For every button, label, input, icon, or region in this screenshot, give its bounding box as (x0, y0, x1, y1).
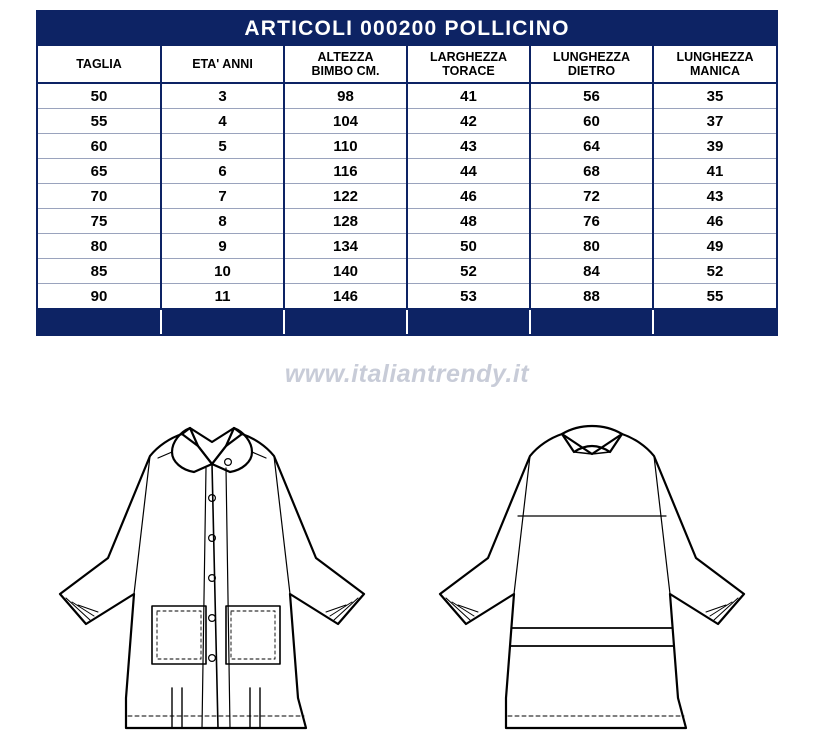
table-row (38, 109, 776, 134)
column-header-larghezza-torace-line2: TORACE (442, 64, 495, 78)
garment-front-svg (30, 398, 400, 744)
cell-lunghezza-dietro: 64 (530, 134, 653, 159)
cell-lunghezza-manica: 49 (653, 234, 776, 259)
cell-larghezza-torace: 44 (407, 159, 530, 184)
cell-altezza-bimbo: 146 (284, 284, 407, 310)
column-header-taglia-line1: TAGLIA (76, 56, 122, 71)
table-title-row (38, 12, 776, 46)
garment-back-illustration (410, 398, 780, 744)
cell-eta-anni: 9 (161, 234, 284, 259)
cell-taglia: 90 (38, 284, 161, 310)
cell-lunghezza-manica: 41 (653, 159, 776, 184)
cell-altezza-bimbo: 116 (284, 159, 407, 184)
column-header-lunghezza-dietro (530, 46, 653, 83)
garment-back-svg (410, 398, 780, 744)
cell-lunghezza-manica: 39 (653, 134, 776, 159)
cell-taglia: 70 (38, 184, 161, 209)
table-row (38, 259, 776, 284)
footer-cell (284, 309, 407, 334)
cell-lunghezza-manica: 37 (653, 109, 776, 134)
size-table (38, 12, 776, 334)
table-row (38, 284, 776, 310)
cell-lunghezza-dietro: 80 (530, 234, 653, 259)
cell-lunghezza-manica: 55 (653, 284, 776, 310)
cell-lunghezza-manica: 52 (653, 259, 776, 284)
column-header-lunghezza-manica-line1: LUNGHEZZA (676, 49, 754, 64)
cell-lunghezza-dietro: 88 (530, 284, 653, 310)
cell-lunghezza-manica: 46 (653, 209, 776, 234)
table-row (38, 209, 776, 234)
cell-larghezza-torace: 48 (407, 209, 530, 234)
cell-lunghezza-manica: 43 (653, 184, 776, 209)
cell-larghezza-torace: 43 (407, 134, 530, 159)
column-header-lunghezza-dietro-line1: LUNGHEZZA (552, 49, 631, 64)
garment-front-illustration (30, 398, 400, 744)
table-row (38, 83, 776, 109)
column-header-lunghezza-manica-line2: MANICA (690, 64, 740, 78)
column-header-larghezza-torace (407, 46, 530, 83)
table-row (38, 184, 776, 209)
footer-cell (653, 309, 776, 334)
cell-taglia: 50 (38, 83, 161, 109)
column-header-altezza-bimbo-line1: ALTEZZA (317, 49, 374, 64)
garment-illustrations (0, 398, 814, 744)
cell-lunghezza-dietro: 56 (530, 83, 653, 109)
cell-larghezza-torace: 53 (407, 284, 530, 310)
cell-lunghezza-manica: 35 (653, 83, 776, 109)
cell-eta-anni: 5 (161, 134, 284, 159)
table-row (38, 134, 776, 159)
cell-eta-anni: 10 (161, 259, 284, 284)
table-footer-row (38, 309, 776, 334)
cell-taglia: 65 (38, 159, 161, 184)
size-table-block (36, 10, 778, 336)
column-header-taglia (38, 46, 161, 83)
cell-larghezza-torace: 42 (407, 109, 530, 134)
cell-altezza-bimbo: 110 (284, 134, 407, 159)
cell-eta-anni: 8 (161, 209, 284, 234)
cell-taglia: 80 (38, 234, 161, 259)
cell-taglia: 55 (38, 109, 161, 134)
column-header-larghezza-torace-line1: LARGHEZZA (429, 49, 508, 64)
column-header-lunghezza-dietro-line2: DIETRO (567, 64, 616, 78)
cell-altezza-bimbo: 128 (284, 209, 407, 234)
footer-cell (407, 309, 530, 334)
column-header-eta-anni-line1: ETA' ANNI (192, 56, 253, 71)
cell-lunghezza-dietro: 84 (530, 259, 653, 284)
cell-eta-anni: 6 (161, 159, 284, 184)
cell-eta-anni: 3 (161, 83, 284, 109)
cell-lunghezza-dietro: 60 (530, 109, 653, 134)
cell-eta-anni: 4 (161, 109, 284, 134)
cell-larghezza-torace: 41 (407, 83, 530, 109)
cell-lunghezza-dietro: 68 (530, 159, 653, 184)
cell-altezza-bimbo: 134 (284, 234, 407, 259)
cell-lunghezza-dietro: 72 (530, 184, 653, 209)
cell-altezza-bimbo: 122 (284, 184, 407, 209)
cell-eta-anni: 7 (161, 184, 284, 209)
table-row (38, 159, 776, 184)
column-header-altezza-bimbo-line2: BIMBO CM. (311, 64, 380, 78)
cell-eta-anni: 11 (161, 284, 284, 310)
footer-cell (530, 309, 653, 334)
footer-cell (161, 309, 284, 334)
cell-lunghezza-dietro: 76 (530, 209, 653, 234)
cell-altezza-bimbo: 98 (284, 83, 407, 109)
cell-taglia: 75 (38, 209, 161, 234)
cell-larghezza-torace: 46 (407, 184, 530, 209)
cell-altezza-bimbo: 104 (284, 109, 407, 134)
table-row (38, 234, 776, 259)
page-title: ARTICOLI 000200 POLLICINO (38, 12, 776, 46)
table-header-row (38, 46, 776, 83)
cell-larghezza-torace: 50 (407, 234, 530, 259)
footer-cell (38, 309, 161, 334)
column-header-lunghezza-manica (653, 46, 776, 83)
cell-taglia: 85 (38, 259, 161, 284)
column-header-altezza-bimbo (284, 46, 407, 83)
cell-taglia: 60 (38, 134, 161, 159)
watermark-text: www.italiantrendy.it (284, 360, 530, 388)
cell-altezza-bimbo: 140 (284, 259, 407, 284)
cell-larghezza-torace: 52 (407, 259, 530, 284)
column-header-eta-anni (161, 46, 284, 83)
